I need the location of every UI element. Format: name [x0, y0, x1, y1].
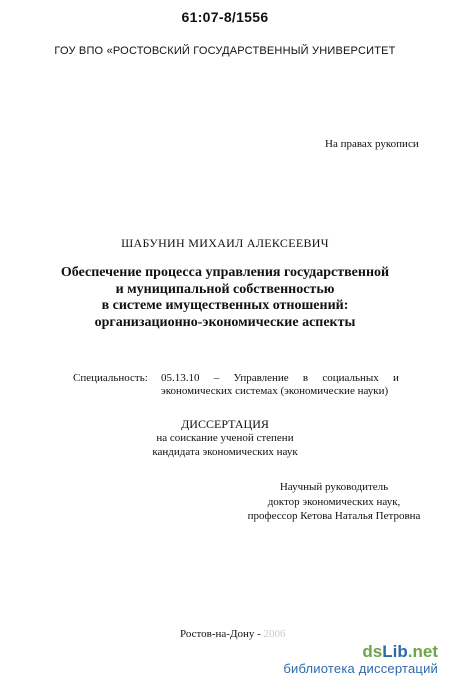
specialty-word: и [393, 372, 399, 384]
supervisor-line-1: Научный руководитель [279, 481, 389, 493]
logo-ds: ds [362, 642, 383, 661]
title-line: Обеспечение процесса управления государственной [60, 265, 390, 280]
catalog-code: 61:07-8/1556 [181, 9, 269, 25]
specialty-word: в [302, 372, 309, 384]
degree-line-1: на соискание ученой степени [156, 432, 294, 444]
dslib-watermark[interactable] [283, 642, 438, 676]
watermark-subtitle: библиотека диссертаций [283, 661, 438, 676]
logo-lib: Lib [382, 642, 408, 661]
rights-note: На правах рукописи [325, 138, 419, 150]
supervisor-line-2: доктор экономических наук, [267, 495, 401, 508]
author-name: ШАБУНИН МИХАИЛ АЛЕКСЕЕВИЧ [121, 236, 329, 250]
faded-year: 2006 [263, 628, 286, 640]
dslib-logo [283, 642, 438, 661]
logo-tld: .net [407, 642, 438, 661]
dissertation-heading: ДИССЕРТАЦИЯ [181, 417, 269, 431]
city-name: Ростов-на-Дону - [180, 628, 264, 640]
city-year [180, 628, 286, 640]
specialty-word: Управление [233, 372, 289, 384]
dissertation-title [0, 265, 450, 331]
supervisor-block [244, 480, 424, 524]
specialty-line-2: экономических системах (экономические науки) [161, 385, 389, 397]
specialty-word: 05.13.10 [161, 372, 200, 384]
title-line: организационно-экономические аспекты [94, 314, 356, 330]
specialty-label: Специальность: [73, 372, 148, 384]
specialty-word: социальных [322, 372, 379, 384]
title-line: и муниципальной собственностью [115, 281, 335, 297]
title-line: в системе имущественных отношений: [101, 298, 349, 313]
specialty-line-1 [161, 372, 399, 385]
degree-line-2: кандидата экономических наук [152, 446, 298, 458]
specialty-text [161, 372, 399, 398]
specialty-word: – [213, 372, 220, 384]
supervisor-line-3: профессор Кетова Наталья Петровна [247, 510, 421, 522]
degree-text [0, 431, 450, 459]
organization-name: ГОУ ВПО «РОСТОВСКИЙ ГОСУДАРСТВЕННЫЙ УНИВЕРСИТЕТ [54, 45, 396, 57]
